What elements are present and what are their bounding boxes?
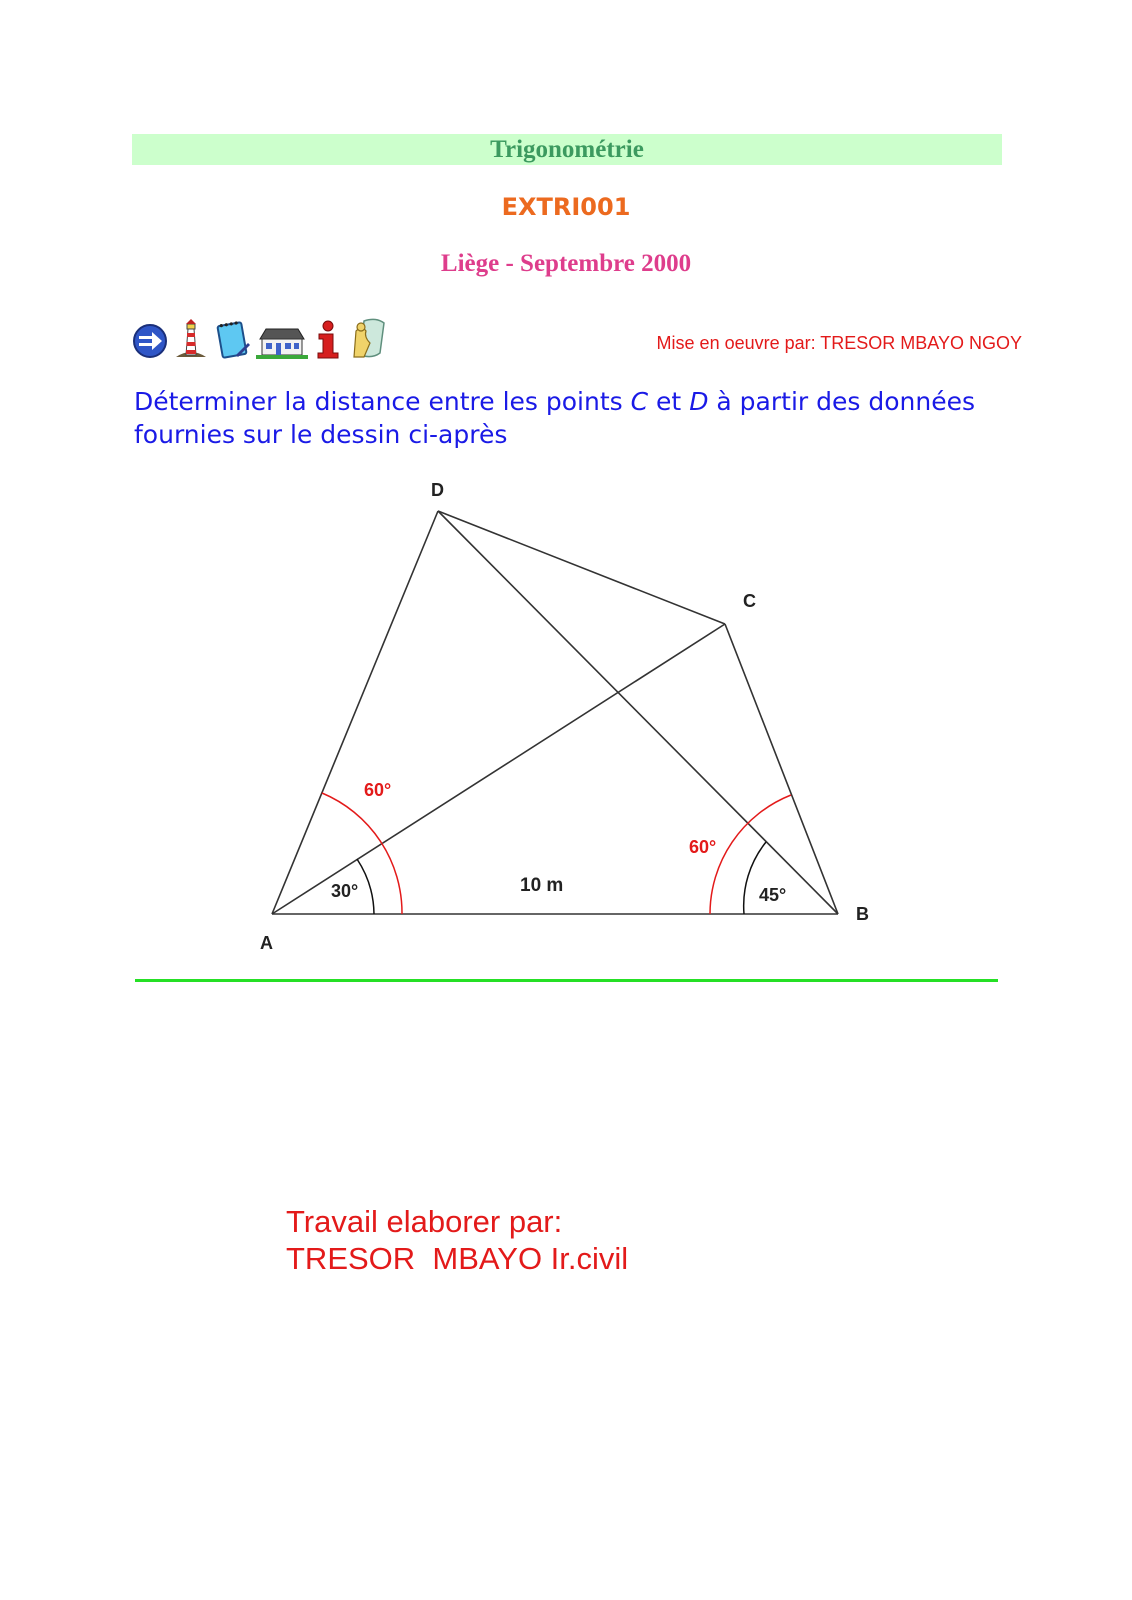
question-part2: à partir des données fournies sur le dessin ci-après bbox=[134, 387, 975, 449]
page-title: Trigonométrie bbox=[132, 134, 1002, 165]
angle-arc-a-30 bbox=[357, 859, 374, 914]
house-icon[interactable] bbox=[256, 325, 308, 359]
question-and: et bbox=[656, 387, 682, 416]
footer-line1: Travail elaborer par: bbox=[286, 1204, 563, 1239]
point-label-b: B bbox=[856, 904, 869, 924]
place-date: Liège - Septembre 2000 bbox=[440, 250, 692, 277]
arrow-right-icon[interactable] bbox=[132, 323, 168, 359]
var-d: D bbox=[689, 387, 709, 416]
base-length-label: 10 m bbox=[520, 875, 564, 896]
footer-credit bbox=[286, 1203, 628, 1277]
footer-line2: TRESOR MBAYO Ir.civil bbox=[286, 1241, 629, 1276]
segment-dc bbox=[438, 511, 725, 624]
scroll-icon[interactable] bbox=[350, 317, 388, 359]
angle-label-a-inner: 30° bbox=[331, 881, 359, 901]
info-icon[interactable] bbox=[314, 319, 344, 359]
question-text bbox=[134, 385, 994, 451]
segment-cb bbox=[725, 624, 838, 914]
point-label-c: C bbox=[743, 591, 756, 611]
var-c: C bbox=[630, 387, 649, 416]
angle-arc-b-45 bbox=[744, 842, 766, 914]
angle-label-a-outer: 60° bbox=[364, 780, 392, 800]
angle-arc-a-60 bbox=[322, 793, 402, 914]
exercise-code: EXTRI001 bbox=[501, 193, 631, 221]
angle-arc-b-60 bbox=[710, 795, 791, 914]
lighthouse-icon[interactable] bbox=[174, 317, 208, 359]
notepad-icon[interactable] bbox=[214, 319, 250, 359]
separator-line bbox=[135, 979, 998, 982]
angle-label-b-outer: 60° bbox=[689, 837, 717, 857]
segment-ac bbox=[272, 624, 725, 914]
point-label-a: A bbox=[260, 933, 273, 953]
point-label-d: D bbox=[431, 480, 444, 500]
angle-label-b-inner: 45° bbox=[759, 885, 787, 905]
nav-icon-bar bbox=[132, 315, 388, 359]
author-credit: Mise en oeuvre par: TRESOR MBAYO NGOY bbox=[656, 333, 1022, 353]
question-part1: Déterminer la distance entre les points bbox=[134, 387, 623, 416]
segment-ad bbox=[272, 511, 438, 914]
segment-db bbox=[438, 511, 838, 914]
